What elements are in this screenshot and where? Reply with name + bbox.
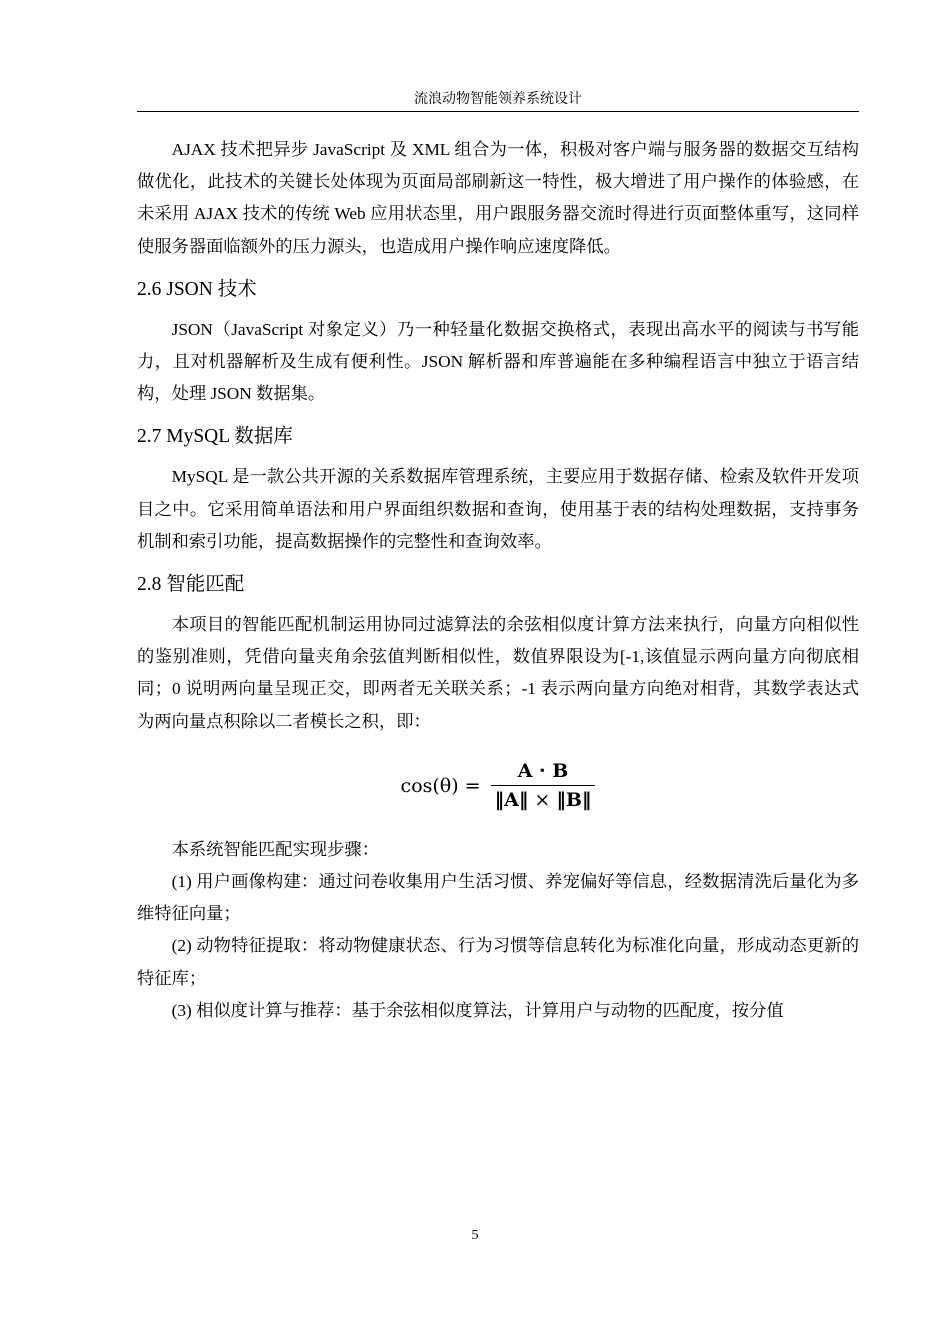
section-heading-match: 2.8 智能匹配 — [137, 574, 245, 596]
paragraph-match: 本项目的智能匹配机制运用协同过滤算法的余弦相似度计算方法来执行，向量方向相似性的鉴别准则，凭借向量夹角余弦值判断相似性，数值界限设为[-1,该值显示两向量方向彻底相同；0 说明两向量呈现正交，即两者无关联关系；-1 表示两向量方向绝对相背，其数学表达式为两向量点积除以二者模长之积，即： — [137, 615, 859, 731]
formula-norm-a: ‖A‖ — [494, 789, 529, 812]
paragraph-mysql: MySQL 是一款公共开源的关系数据库管理系统，主要应用于数据存储、检索及软件开发项目之中。它采用简单语法和用户界面组织数据和查询，使用基于表的结构处理数据，支持事务机制和索引功能，提高数据操作的完整性和查询效率。 — [137, 467, 859, 551]
formula-times: × — [534, 789, 551, 812]
header-rule — [137, 111, 859, 112]
formula-norm-b: ‖B‖ — [556, 789, 592, 812]
paragraph-step-2: (2) 动物特征提取：将动物健康状态、行为习惯等信息转化为标准化向量，形成动态更新的特征库； — [137, 936, 859, 988]
section-heading-json: 2.6 JSON 技术 — [137, 278, 257, 300]
page-header: 流浪动物智能领养系统设计 — [414, 92, 582, 107]
formula-fraction — [491, 760, 596, 811]
section-heading-mysql: 2.7 MySQL 数据库 — [137, 426, 293, 448]
page-body — [137, 134, 859, 1027]
formula-numerator: A · B — [517, 760, 569, 783]
page-number: 5 — [471, 1228, 479, 1243]
paragraph-step-3: (3) 相似度计算与推荐：基于余弦相似度算法，计算用户与动物的匹配度，按分值 — [171, 1000, 784, 1020]
cosine-similarity-formula — [137, 738, 859, 834]
formula-denominator — [491, 785, 596, 811]
paragraph-steps-intro: 本系统智能匹配实现步骤： — [171, 839, 379, 859]
paragraph-step-1: (1) 用户画像构建：通过问卷收集用户生活习惯、养宠偏好等信息，经数据清洗后量化为多维特征向量； — [137, 872, 859, 924]
formula-lhs: cos(θ) = — [400, 774, 481, 797]
paragraph-ajax: AJAX 技术把异步 JavaScript 及 XML 组合为一体，积极对客户端与服务器的数据交互结构做优化，此技术的关键长处体现为页面局部刷新这一特性，极大增进了用户操作的体验感，在未采用 AJAX 技术的传统 Web 应用状态里，用户跟服务器交流时得进行页面整体重写，这同样使服务器面临额外的压力源头，也造成用户操作响应速度降低。 — [137, 140, 859, 256]
paragraph-json: JSON（JavaScript 对象定义）乃一种轻量化数据交换格式，表现出高水平的阅读与书写能力，且对机器解析及生成有便利性。JSON 解析器和库普遍能在多种编程语言中独立于语言结构，处理 JSON 数据集。 — [137, 319, 859, 404]
